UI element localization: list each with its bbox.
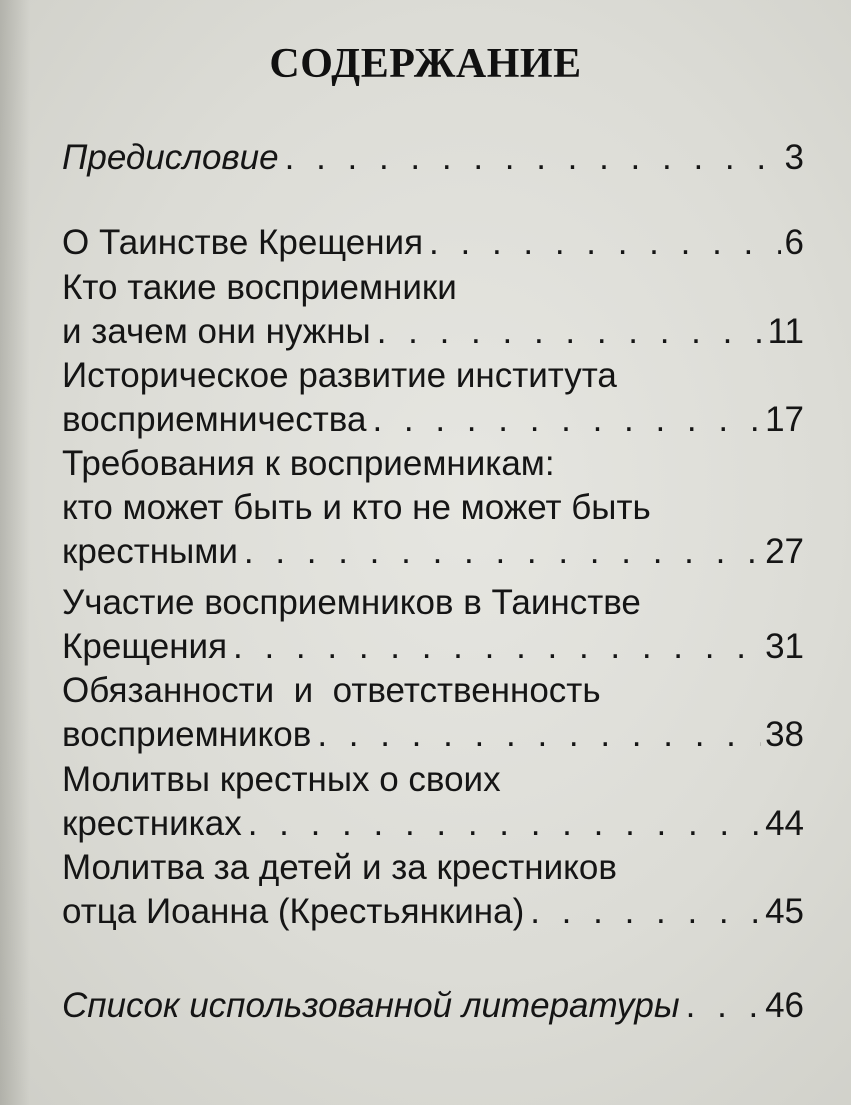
toc-entry-title: и зачем они нужны [62, 312, 371, 351]
toc-entry-row [62, 985, 804, 1027]
toc-entry-line [62, 443, 804, 485]
toc-entry-title: Молитва за детей и за крестников [62, 848, 617, 887]
toc-entry-title: Участие восприемников в Таинстве [62, 583, 641, 622]
page-gutter-shadow [0, 0, 30, 1105]
toc-entry-row [62, 626, 804, 668]
toc-page-number: 46 [765, 986, 804, 1025]
toc-entry [62, 311, 804, 353]
toc-entry [62, 891, 804, 933]
toc-entry-row [62, 803, 804, 845]
toc-entry-title: Кто такие восприемники [62, 268, 457, 307]
toc-entry-row [62, 399, 804, 441]
toc-entry-title: Список использованной литературы [62, 986, 680, 1025]
page-title: СОДЕРЖАНИЕ [269, 41, 582, 87]
toc-entry-line [62, 670, 804, 712]
toc-entry-line [62, 759, 804, 801]
toc-entry [62, 626, 804, 668]
toc-entry-title: крестными [62, 532, 238, 571]
toc-entry-line [62, 487, 804, 529]
toc-page-number: 31 [765, 627, 804, 666]
toc-entry-line [62, 847, 804, 889]
dot-leader [317, 714, 761, 756]
toc-entry-title: Обязанности и ответственность [62, 671, 601, 710]
dot-leader [285, 137, 781, 179]
toc-entry [62, 222, 804, 264]
dot-leader [429, 222, 780, 264]
toc-entry-line [62, 355, 804, 397]
toc-entry [62, 985, 804, 1027]
toc-page-number: 44 [765, 804, 804, 843]
toc-entry-title: крестниках [62, 804, 242, 843]
toc-entry [62, 531, 804, 573]
toc-entry [62, 399, 804, 441]
toc-page-number: 11 [767, 312, 804, 351]
dot-leader [530, 891, 761, 933]
toc-entry-title: восприемничества [62, 400, 367, 439]
toc-entry-row [62, 137, 804, 179]
dot-leader [244, 531, 761, 573]
toc-entry-title: О Таинстве Крещения [62, 223, 424, 262]
dot-leader [248, 803, 761, 845]
toc-entry-title: Требования к восприемникам: [62, 444, 555, 483]
toc-page-number: 17 [765, 400, 804, 439]
toc-entry-title: восприемников [62, 715, 312, 754]
toc-entry-title: Предисловие [62, 138, 279, 177]
toc-page-number: 6 [784, 223, 804, 262]
dot-leader [372, 399, 761, 441]
toc-entry [62, 137, 804, 179]
dot-leader [233, 626, 761, 668]
toc-entry [62, 714, 804, 756]
toc-page-number: 27 [765, 532, 804, 571]
toc-entry-title: Крещения [62, 627, 228, 666]
toc-entry-title: кто может быть и кто не может быть [62, 488, 651, 527]
toc-entry [62, 803, 804, 845]
toc-entry-title: Историческое развитие института [62, 356, 617, 395]
toc-entry-row [62, 714, 804, 756]
toc-page-number: 3 [784, 138, 804, 177]
toc-entry-row [62, 891, 804, 933]
toc-page-number: 38 [765, 715, 804, 754]
toc-entry-line [62, 582, 804, 624]
dot-leader [686, 985, 761, 1027]
toc-entry-title: Молитвы крестных о своих [62, 760, 501, 799]
dot-leader [377, 311, 764, 353]
toc-page-number: 45 [765, 892, 804, 931]
toc-entry-row [62, 222, 804, 264]
toc-entry-row [62, 531, 804, 573]
toc-entry-line [62, 267, 804, 309]
toc-entry-title: отца Иоанна (Крестьянкина) [62, 892, 525, 931]
toc-entry-row [62, 311, 804, 353]
